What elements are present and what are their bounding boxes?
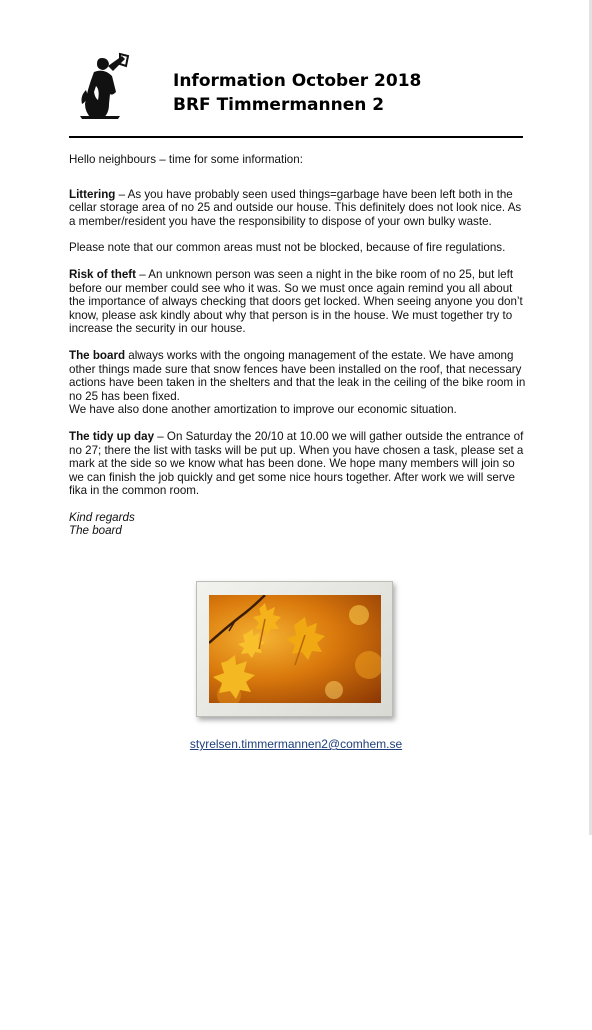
signoff-greeting: Kind regards [69, 510, 135, 524]
board-paragraph [69, 349, 529, 403]
littering-heading: Littering [69, 187, 116, 201]
title-line-2: BRF Timmermannen 2 [173, 95, 385, 115]
littering-paragraph [69, 188, 529, 229]
signoff-signature: The board [69, 524, 122, 538]
contact-email-container [0, 737, 592, 751]
title-line-1: Information October 2018 [173, 71, 422, 91]
common-areas-paragraph: Please note that our common areas must not be blocked, because of fire regulations. [69, 241, 506, 255]
header-divider [69, 136, 523, 138]
tidy-text: – On Saturday the 20/10 at 10.00 we will gather outside the entrance of no 27; there the list with tasks will be put up. When you have chosen a task, please set a mark at the side so we know what has been done. We hope many members will join so we can finish the job quickly and get some nice hours together. After work we will serve fika in the common room. [69, 429, 524, 498]
board-heading: The board [69, 348, 126, 362]
intro-text: Hello neighbours – time for some information: [69, 153, 303, 166]
theft-heading: Risk of theft [69, 267, 136, 281]
tidy-paragraph [69, 430, 529, 498]
tidy-heading: The tidy up day [69, 429, 155, 443]
autumn-leaves-picture-frame [196, 581, 393, 717]
autumn-leaves-photo [209, 595, 381, 703]
letter-body [69, 153, 529, 538]
association-logo [72, 50, 132, 120]
theft-text: – An unknown person was seen a night in the bike room of no 25, but left before our member could see who it was. So we must once again remind you all about the importance of always checking that doors get locked. When seeing anyone you don’t know, please ask kindly about why that person is in the house. We must together try to increase the security in our house. [69, 267, 523, 336]
board-text: always works with the ongoing management of the estate. We have among other things made sure that snow fences have been installed on the roof, that necessary actions have been taken in the shelters and that the leak in the ceiling of the bike room in no 25 has been fixed. [69, 348, 526, 403]
contact-email-link[interactable]: styrelsen.timmermannen2@comhem.se [189, 737, 403, 751]
document-title [173, 69, 421, 117]
maple-leaves-illustration [209, 595, 381, 703]
theft-paragraph [69, 268, 529, 336]
amortization-text: We have also done another amortization to improve our economic situation. [69, 403, 457, 417]
littering-text: – As you have probably seen used things=garbage have been left both in the cellar storage area of no 25 and outside our house. This definitely does not look nice. As a member/resident you have the responsibility to dispose of your own bulky waste. [69, 187, 522, 228]
